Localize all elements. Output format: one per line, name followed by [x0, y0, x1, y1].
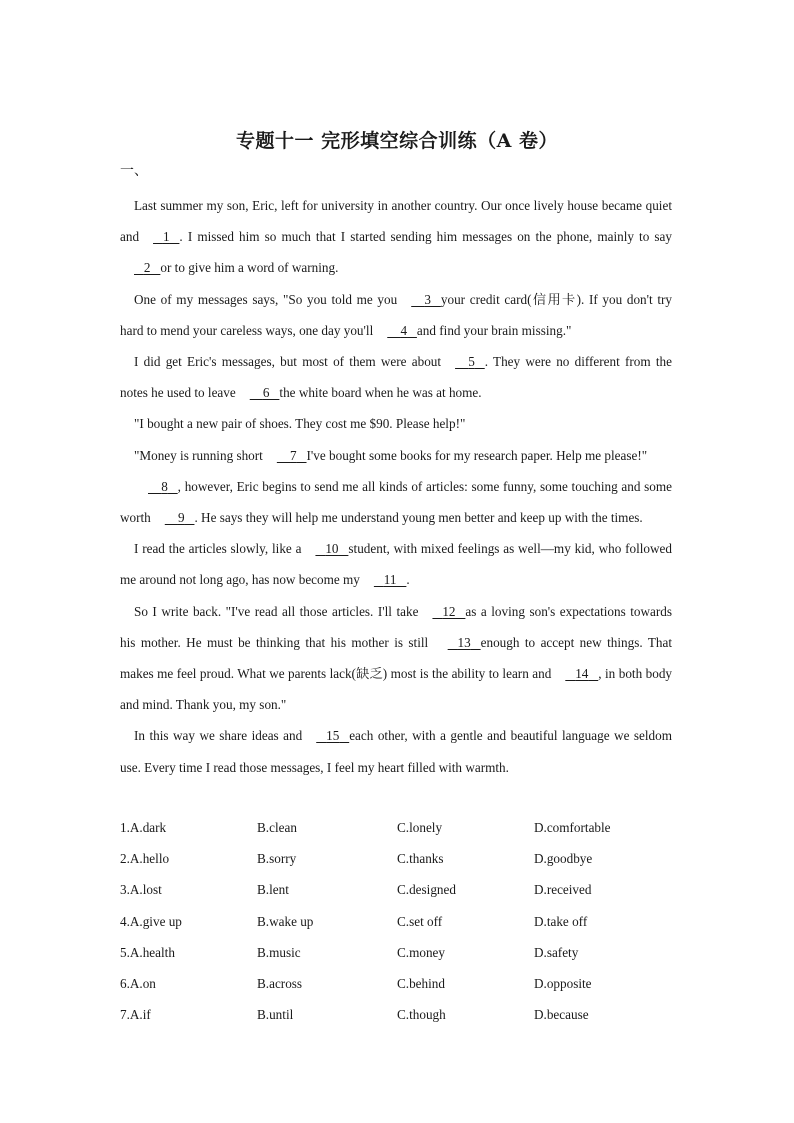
option-a: 5.A.health: [120, 944, 175, 960]
option-d: D.received: [534, 882, 592, 898]
passage-text: . They were no different from the notes he used to leave: [120, 354, 672, 401]
paragraph: [120, 408, 672, 439]
passage-text: I read the articles slowly, like a: [134, 541, 302, 557]
passage-text: I've bought some books for my research paper. Help me please!": [306, 447, 648, 463]
passage-text: , however, Eric begins to send me all kinds of articles: some funny, some touching and some worth: [120, 478, 672, 526]
option-row: [120, 1001, 720, 1032]
passage-text: One of my messages says, "So you told me you: [134, 291, 398, 307]
passage-text: In this way we share ideas and: [134, 728, 303, 744]
blank-1: 1: [162, 229, 170, 245]
passage-text: .: [406, 572, 410, 588]
blank-13: 13: [457, 634, 471, 650]
paragraph: [120, 720, 672, 782]
option-a: 1.A.dark: [120, 820, 167, 835]
option-c: C.though: [397, 1007, 446, 1023]
passage-text: I did get Eric's messages, but most of them were about: [134, 354, 442, 370]
passage-text: "I bought a new pair of shoes. They cost me $90. Please help!": [134, 416, 466, 432]
paragraph: [120, 533, 672, 595]
passage-text: . I missed him so much that I started sending him messages on the phone, mainly to say: [179, 229, 672, 245]
option-row: [120, 939, 720, 970]
answer-options: [120, 814, 720, 1032]
blank-15: 15: [326, 728, 340, 744]
paragraph: [120, 190, 672, 284]
option-d: D.because: [534, 1007, 589, 1023]
passage-text: the white board when he was at home.: [279, 385, 482, 401]
blank-9: 9: [177, 510, 185, 526]
option-a: 7.A.if: [120, 1007, 151, 1023]
option-d: D.safety: [534, 944, 579, 960]
option-c: C.set off: [397, 913, 443, 929]
blank-6: 6: [262, 385, 270, 401]
option-d: D.opposite: [534, 975, 592, 991]
paragraph: [120, 596, 672, 721]
blank-4: 4: [400, 322, 408, 338]
paragraph: [120, 346, 672, 408]
blank-3: 3: [424, 291, 431, 307]
option-a: 3.A.lost: [120, 882, 162, 898]
passage-text: your credit card(信用卡). If you don't try hard to mend your careless ways, one day you'll: [120, 291, 673, 338]
blank-12: 12: [442, 603, 456, 619]
passage-text: each other, with a gentle and beautiful language we seldom use. Every time I read those messages, I feel my heart filled with warmth.: [120, 728, 672, 775]
option-row: [120, 814, 720, 845]
passage-text: and find your brain missing.": [416, 322, 572, 338]
passage-text: as a loving son's expectations towards his mother. He must be thinking that his mother is still: [120, 603, 672, 650]
option-c: C.lonely: [397, 820, 443, 835]
option-b: B.lent: [257, 882, 289, 898]
option-row: [120, 908, 720, 939]
passage-text: or to give him a word of warning.: [160, 260, 339, 276]
option-c: C.designed: [397, 882, 456, 898]
option-d: D.goodbye: [534, 851, 593, 867]
blank-7: 7: [290, 447, 297, 463]
paragraph: [120, 471, 672, 533]
option-b: B.music: [257, 944, 301, 960]
option-b: B.across: [257, 975, 303, 991]
paragraph: [120, 440, 672, 471]
page-title: 专题十一 完形填空综合训练（A 卷）: [236, 130, 558, 152]
blank-2: 2: [143, 260, 151, 276]
option-a: 6.A.on: [120, 975, 156, 991]
passage-text: Last summer my son, Eric, left for university in another country. Our once lively house became quiet and: [120, 198, 672, 245]
option-c: C.behind: [397, 975, 445, 991]
blank-11: 11: [383, 572, 397, 588]
blank-14: 14: [575, 666, 589, 682]
passage-text: So I write back. "I've read all those articles. I'll take: [134, 603, 419, 619]
passage-text: student, with mixed feelings as well—my kid, who followed me around not long ago, has now become my: [120, 541, 672, 588]
cloze-passage: [120, 190, 672, 783]
option-a: 4.A.give up: [120, 913, 182, 929]
option-row: [120, 970, 720, 1001]
option-d: D.take off: [534, 913, 588, 929]
blank-8: 8: [161, 478, 168, 494]
option-a: 2.A.hello: [120, 851, 170, 867]
passage-text: "Money is running short: [134, 447, 263, 463]
section-label: 一、: [120, 163, 148, 179]
option-b: B.wake up: [257, 913, 314, 929]
passage-text: , in both body and mind. Thank you, my son.": [120, 666, 673, 713]
option-b: B.clean: [257, 820, 297, 835]
option-b: B.until: [257, 1007, 294, 1023]
paragraph: [120, 284, 672, 346]
passage-text: enough to accept new things. That makes me feel proud. What we parents lack(缺乏) most is the ability to learn and: [120, 634, 672, 682]
passage-text: . He says they will help me understand young men better and keep up with the times.: [194, 510, 643, 526]
option-row: [120, 876, 720, 907]
option-b: B.sorry: [257, 851, 297, 867]
option-c: C.money: [397, 944, 445, 960]
option-c: C.thanks: [397, 851, 444, 867]
option-d: D.comfortable: [534, 820, 611, 835]
blank-5: 5: [468, 354, 475, 370]
blank-10: 10: [325, 541, 339, 557]
option-row: [120, 845, 720, 876]
